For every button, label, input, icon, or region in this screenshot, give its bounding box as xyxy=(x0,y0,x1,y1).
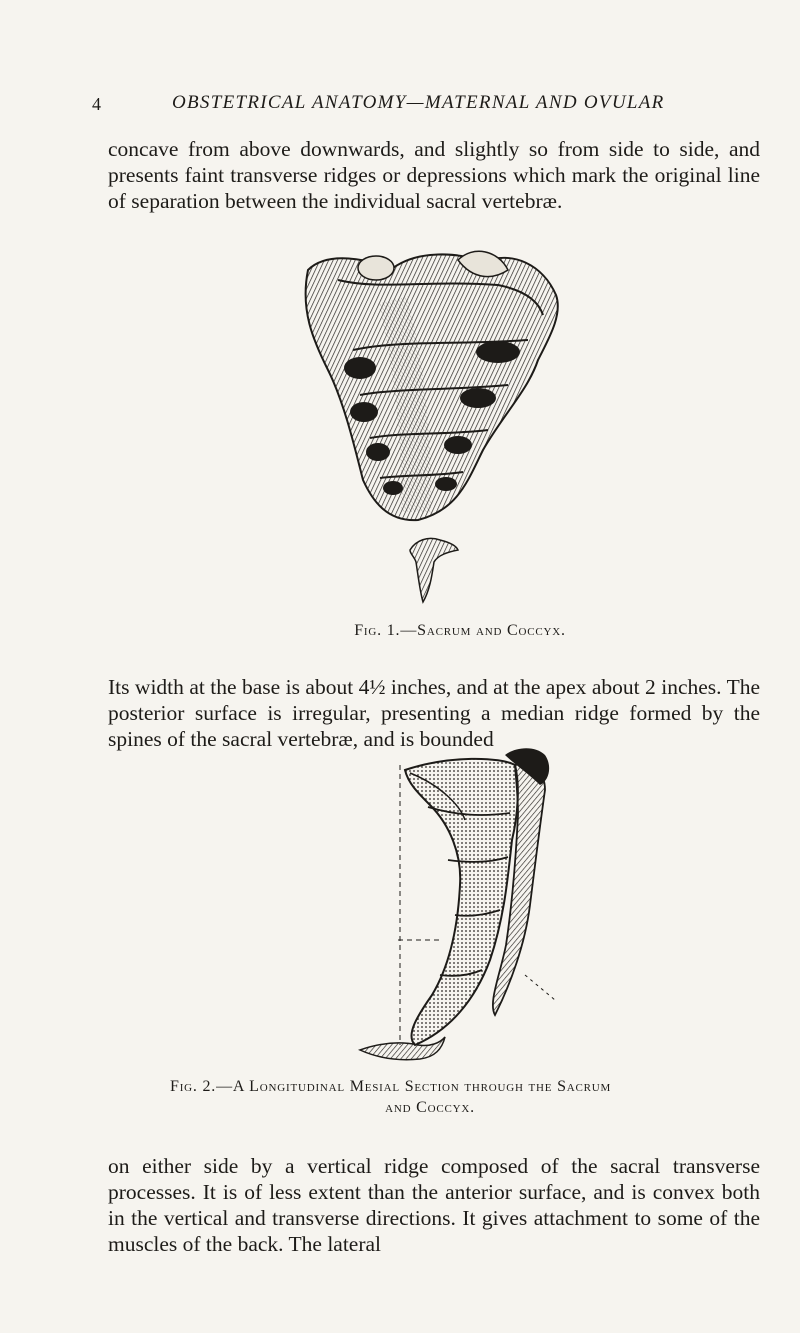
running-header xyxy=(92,92,732,116)
sacrum-coccyx-illustration xyxy=(298,240,568,610)
page-number: 4 xyxy=(92,94,103,114)
paragraph-2-text: Its width at the base is about 4½ inches, and at the apex about 2 inches. The posterior surface is irregular, presenting a median ridge formed by the spines of the sacral vertebræ, and is bounded xyxy=(108,675,760,751)
paragraph-1: concave from above downwards, and slightly so from side to side, and presents faint transverse ridges or depressions which mark the original line of separation between the individual sacral vertebræ. xyxy=(108,137,760,213)
figure-2-caption xyxy=(160,1076,760,1118)
paragraph-2 xyxy=(108,674,760,752)
figure-2-caption-line-1: Fig. 2.—A Longitudinal Mesial Section through the Sacrum xyxy=(170,1078,612,1095)
paragraph-3: on either side by a vertical ridge composed of the sacral transverse processes. It is of less extent than the anterior surface, and is convex both in the vertical and transverse directions. It gives attachment to some of the muscles of the back. The lateral xyxy=(108,1154,760,1256)
longitudinal-section-illustration xyxy=(340,745,570,1065)
running-title: OBSTETRICAL ANATOMY—MATERNAL AND OVULAR xyxy=(172,92,665,113)
figure-2-caption-line-2: and Coccyx. xyxy=(385,1099,475,1116)
figure-1-caption: Fig. 1.—Sacrum and Coccyx. xyxy=(354,622,566,639)
